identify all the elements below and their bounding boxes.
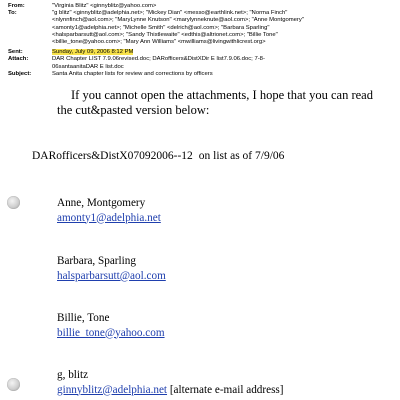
contact-entry <box>57 368 284 397</box>
contact-name: g, blitz <box>57 369 89 381</box>
email-header <box>8 3 396 78</box>
contact-email-link[interactable]: ginnyblitz@adelphia.net <box>57 383 168 396</box>
to-line: <billie_tone@yahoo.com>; "Mary Ann Williams" <mwilliams@livingwithlicrest.org> <box>52 39 266 46</box>
punch-hole-icon <box>7 378 20 391</box>
subject-value: Santa Anita chapter lists for review and corrections by officers <box>52 70 213 77</box>
intro-text: If you cannot open the attachments, I hope that you can read the cut&pasted version below: <box>57 88 373 117</box>
attach-line: DAR Chapter LIST 7.9.06revised.doc; DARofficers&DistXDir E list7.9.06.doc; 7-8- <box>52 56 265 63</box>
contact-name: Billie, Tone <box>57 312 110 324</box>
to-line: <halsparbarsutt@aol.com>; "Sandy Thistlewaite" <edthis@altrionet.com>; "Billie Tone" <box>52 31 278 38</box>
contact-name: Barbara, Sparling <box>57 255 136 267</box>
contact-entry <box>57 254 166 283</box>
contact-email-link[interactable]: halsparbarsutt@aol.com <box>57 269 166 282</box>
sent-row <box>8 49 396 56</box>
subject-row <box>8 71 396 78</box>
contact-entry <box>57 196 161 225</box>
attach-label: Attach: <box>8 56 29 63</box>
contact-note: [alternate e-mail address] <box>169 383 284 396</box>
contact-email-link[interactable]: amonty1@adelphia.net <box>57 211 161 224</box>
attach-line: 06santaanitaDAR E list.doc <box>52 63 124 70</box>
sent-value: Sunday, July 09, 2006 8:12 PM <box>52 49 134 56</box>
attach-row <box>8 56 396 70</box>
list-heading <box>32 150 284 162</box>
from-row <box>8 3 396 10</box>
subject-label: Subject: <box>8 70 32 77</box>
to-row <box>8 10 396 46</box>
from-label: From: <box>8 3 25 9</box>
to-line: "g blitz" <ginnyblitz@adelphia.net>; "Mickey Dian" <messo@earthlink.net>; "Norma Finch" <box>52 10 288 17</box>
contact-name: Anne, Montgomery <box>57 197 146 209</box>
contact-entry <box>57 311 165 340</box>
list-note: on list as of 7/9/06 <box>198 150 285 162</box>
punch-hole-icon <box>7 196 20 209</box>
sent-label: Sent: <box>8 49 23 56</box>
to-line: <amonty1@adelphia.net>; "Michelle Smith" <delrich@aol.com>; "Barbara Sparling" <box>52 24 270 31</box>
to-line: <nlynnfinch@aol.com>; "MaryLynne Knutson" <marylynneknute@aol.com>; "Anne Montgomery" <box>52 17 304 24</box>
contact-email-link[interactable]: billie_tone@yahoo.com <box>57 326 165 339</box>
to-recipients <box>52 10 396 46</box>
from-value: "Virginia Blitz" <ginnyblitz@yahoo.com> <box>52 3 157 9</box>
list-title: DARofficers&DistX07092006--12 <box>32 150 193 162</box>
to-label: To: <box>8 10 17 17</box>
